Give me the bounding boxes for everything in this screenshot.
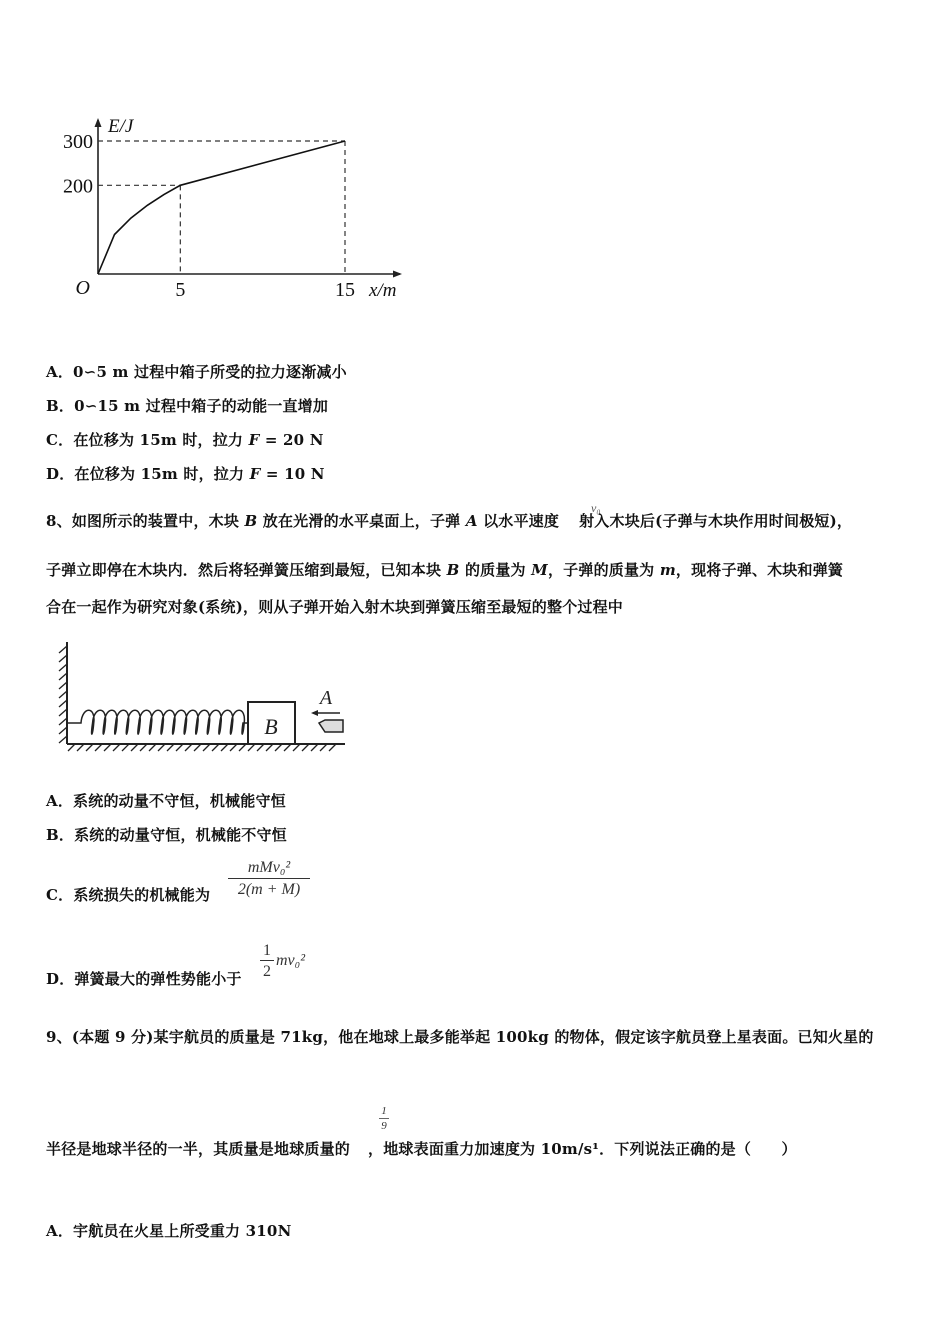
hatch-mark xyxy=(95,744,102,751)
fraction-denominator: 9 xyxy=(381,1120,387,1132)
bullet-a-label: A xyxy=(319,687,333,709)
energy-curve xyxy=(98,141,345,274)
q8-stem-line-2 xyxy=(46,559,843,580)
q8-option-d-tail: mv₀² xyxy=(276,952,306,969)
q8-stem-line-1 xyxy=(46,510,852,531)
hatch-mark xyxy=(122,744,129,751)
q7-option-c-prefix: C．在位移为 15m 时，拉力 xyxy=(46,431,249,449)
q7-option-d-var: F xyxy=(249,465,261,483)
hatch-mark xyxy=(158,744,165,751)
q9-text: ，地球表面重力加速度为 10m/s¹．下列说法正确的是（ ） xyxy=(368,1140,797,1158)
fraction-numerator: 1 xyxy=(260,941,274,961)
q8-option-c: C．系统损失的机械能为 xyxy=(46,886,211,904)
q9-fraction xyxy=(379,1105,389,1133)
hatch-mark xyxy=(203,744,210,751)
q8-option-b: B．系统的动量守恒，机械能不守恒 xyxy=(46,826,287,844)
hatch-mark xyxy=(59,691,67,698)
bullet-a xyxy=(319,720,343,732)
hatch-mark xyxy=(320,744,327,751)
hatch-mark xyxy=(59,664,67,671)
q9-stem-line-1: 9、(本题 9 分)某宇航员的质量是 71kg，他在地球上最多能举起 100kg 的物体，假定该字航员登上星表面。已知火星的 xyxy=(46,1028,874,1046)
fraction-numerator: mMv₀² xyxy=(228,858,310,879)
q9-option-a: A．宇航员在火星上所受重力 310N xyxy=(46,1222,292,1240)
spring-block-apparatus xyxy=(55,640,355,756)
q8-var-a: A xyxy=(465,512,478,530)
y-axis-label: E/J xyxy=(108,116,134,137)
q8-var-b: B xyxy=(244,512,258,530)
hatch-mark xyxy=(59,673,67,680)
hatch-mark xyxy=(284,744,291,751)
hatch-mark xyxy=(131,744,138,751)
q8-option-d-fraction xyxy=(260,941,274,982)
hatch-mark xyxy=(194,744,201,751)
q8-option-d: D．弹簧最大的弹性势能小于 xyxy=(46,970,242,988)
hatch-mark xyxy=(329,744,336,751)
q8-var-m-small: m xyxy=(659,561,676,579)
q7-option-c xyxy=(46,429,324,450)
q7-option-a: A．0∽5 m 过程中箱子所受的拉力逐渐减小 xyxy=(46,363,347,381)
hatch-mark xyxy=(176,744,183,751)
hatch-mark xyxy=(311,744,318,751)
q9-text: 半径是地球半径的一半，其质量是地球质量的 xyxy=(46,1140,351,1158)
fraction-numerator: 1 xyxy=(379,1105,389,1119)
hatch-mark xyxy=(266,744,273,751)
x-axis-arrow xyxy=(393,271,402,278)
hatch-mark xyxy=(257,744,264,751)
q7-option-c-suffix: = 20 N xyxy=(259,431,324,449)
q7-option-c-var: F xyxy=(248,431,260,449)
spring xyxy=(67,710,248,734)
hatch-mark xyxy=(230,744,237,751)
q7-option-d xyxy=(46,463,325,484)
q8-text: 8、如图所示的装置中，木块 xyxy=(46,512,245,530)
hatch-mark xyxy=(59,682,67,689)
q8-option-a: A．系统的动量不守恒，机械能守恒 xyxy=(46,792,286,810)
hatch-mark xyxy=(248,744,255,751)
velocity-arrowhead xyxy=(311,710,318,716)
y-tick-label: 200 xyxy=(63,175,93,198)
q8-text: 以水平速度 xyxy=(477,512,560,530)
x-axis-label: x/m xyxy=(369,280,397,301)
hatch-mark xyxy=(59,655,67,662)
q7-option-d-suffix: = 10 N xyxy=(260,465,325,483)
energy-displacement-graph xyxy=(55,108,415,308)
q8-var-m-big: M xyxy=(531,561,548,579)
block-b-label: B xyxy=(264,714,278,739)
hatch-mark xyxy=(167,744,174,751)
q8-var-b: B xyxy=(446,561,460,579)
q8-v0-symbol: v₀ xyxy=(591,501,601,515)
q8-option-c-fraction xyxy=(228,858,310,901)
q8-stem-line-3: 合在一起作为研究对象(系统)，则从子弹开始入射木块到弹簧压缩至最短的整个过程中 xyxy=(46,598,623,616)
wall-hatching xyxy=(59,646,67,743)
hatch-mark xyxy=(59,646,67,653)
hatch-mark xyxy=(149,744,156,751)
q8-text: ，子弹的质量为 xyxy=(547,561,660,579)
q7-option-b: B．0∽15 m 过程中箱子的动能一直增加 xyxy=(46,397,329,415)
hatch-mark xyxy=(113,744,120,751)
origin-label: O xyxy=(75,277,90,299)
hatch-mark xyxy=(185,744,192,751)
hatch-mark xyxy=(59,718,67,725)
hatch-mark xyxy=(68,744,75,751)
spring-coil xyxy=(67,710,248,734)
q9-stem-line-2 xyxy=(46,1138,797,1159)
hatch-mark xyxy=(59,727,67,734)
x-tick-label: 15 xyxy=(335,279,355,301)
q8-text: 的质量为 xyxy=(459,561,532,579)
q8-text: 子弹立即停在木块内．然后将轻弹簧压缩到最短，已知本块 xyxy=(46,561,447,579)
hatch-mark xyxy=(140,744,147,751)
hatch-mark xyxy=(239,744,246,751)
fraction-denominator: 2(m + M) xyxy=(237,881,301,898)
hatch-mark xyxy=(104,744,111,751)
hatch-mark xyxy=(212,744,219,751)
hatch-mark xyxy=(302,744,309,751)
x-tick-label: 5 xyxy=(175,279,186,301)
hatch-mark xyxy=(59,736,67,743)
graph-plot-area xyxy=(63,116,402,301)
q8-text: ，现将子弹、木块和弹簧 xyxy=(675,561,844,579)
hatch-mark xyxy=(293,744,300,751)
y-tick-label: 300 xyxy=(63,131,93,153)
hatch-mark xyxy=(59,700,67,707)
hatch-mark xyxy=(59,709,67,716)
y-axis-arrow xyxy=(95,118,102,127)
floor-hatching xyxy=(68,744,336,751)
q7-option-d-prefix: D．在位移为 15m 时，拉力 xyxy=(46,465,250,483)
hatch-mark xyxy=(275,744,282,751)
hatch-mark xyxy=(221,744,228,751)
q8-text: 射入木块后(子弹与木块作用时间极短)， xyxy=(579,512,853,530)
fraction-denominator: 2 xyxy=(263,963,271,980)
hatch-mark xyxy=(86,744,93,751)
hatch-mark xyxy=(77,744,84,751)
q8-text: 放在光滑的水平桌面上，子弹 xyxy=(257,512,466,530)
